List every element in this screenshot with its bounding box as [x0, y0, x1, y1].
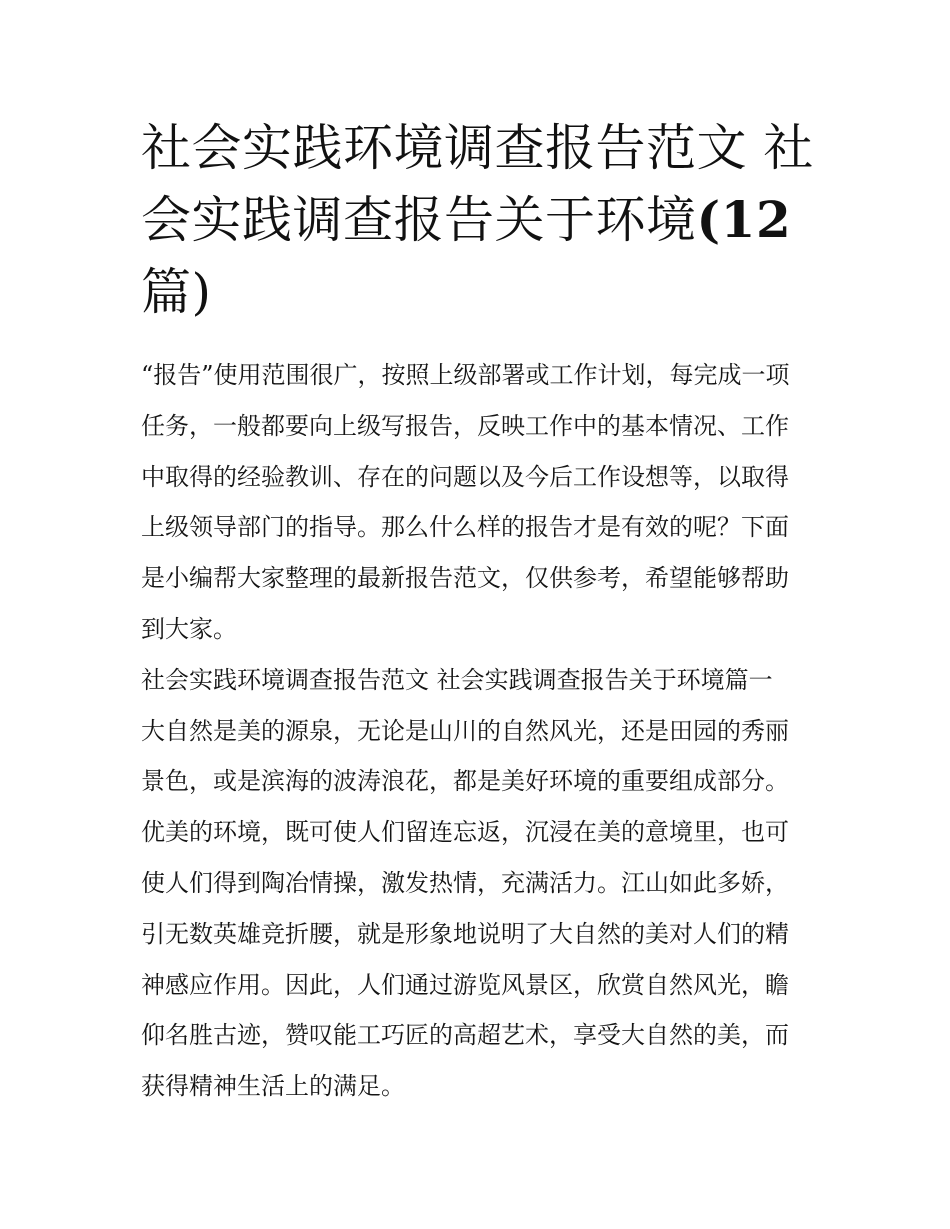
title-line-2-text: 会实践调查报告关于环境 [141, 191, 697, 249]
body-line: 获得精神生活上的满足。 [141, 1072, 405, 1101]
title-line-3: 篇) [141, 263, 212, 321]
body-line: 中取得的经验教训、存在的问题以及今后工作设想等，以取得 [141, 462, 789, 491]
body-line: 神感应作用。因此，人们通过游览风景区，欣赏自然风光，瞻 [141, 970, 789, 999]
body-line: “报告”使用范围很广，按照上级部署或工作计划，每完成一项 [141, 361, 790, 389]
body-line: 任务，一般都要向上级写报告，反映工作中的基本情况、工作 [141, 411, 789, 440]
document-title [141, 112, 813, 328]
body-line: 引无数英雄竞折腰，就是形象地说明了大自然的美对人们的精 [141, 919, 789, 948]
body-line: 优美的环境，既可使人们留连忘返，沉浸在美的意境里，也可 [141, 818, 789, 847]
section-heading: 社会实践环境调查报告范文 社会实践调查报告关于环境篇一 [141, 665, 773, 694]
body-line: 是小编帮大家整理的最新报告范文，仅供参考，希望能够帮助 [141, 564, 789, 593]
body-line: 到大家。 [141, 614, 237, 643]
document-body [141, 350, 813, 1112]
title-line-2-bold: (12 [696, 190, 792, 249]
body-line: 仰名胜古迹，赞叹能工巧匠的高超艺术，享受大自然的美，而 [141, 1021, 789, 1050]
title-line-1: 社会实践环境调查报告范文 社 [141, 119, 814, 177]
body-line: 大自然是美的源泉，无论是山川的自然风光，还是田园的秀丽 [141, 716, 789, 745]
title-line-2 [141, 184, 813, 256]
body-line: 使人们得到陶冶情操，激发热情，充满活力。江山如此多娇， [141, 868, 789, 897]
body-line: 景色，或是滨海的波涛浪花，都是美好环境的重要组成部分。 [141, 767, 789, 796]
document-page [141, 112, 813, 1112]
body-line: 上级领导部门的指导。那么什么样的报告才是有效的呢？下面 [141, 513, 789, 542]
